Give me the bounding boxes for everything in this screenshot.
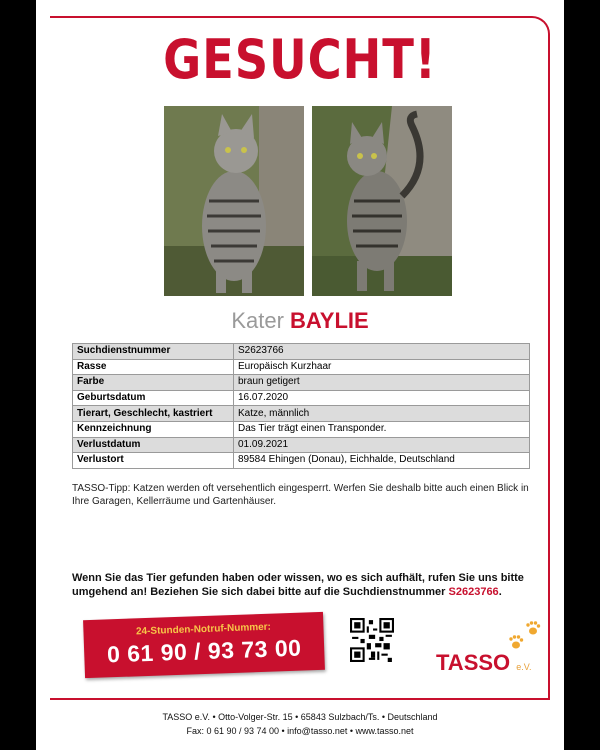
cat-photo-2 <box>312 106 452 296</box>
detail-key: Rasse <box>73 359 234 375</box>
cat-photo-icon <box>312 106 452 296</box>
hotline-number: 0 61 90 / 93 73 00 <box>106 634 302 668</box>
detail-value: 16.07.2020 <box>234 390 530 406</box>
footer <box>36 710 564 738</box>
appeal-text <box>72 571 542 599</box>
table-row <box>73 375 530 391</box>
details-table <box>72 343 530 469</box>
qr-code-icon <box>350 618 394 662</box>
detail-key: Geburtsdatum <box>73 390 234 406</box>
table-row <box>73 421 530 437</box>
detail-key: Verlustdatum <box>73 437 234 453</box>
hotline-label: 24-Stunden-Notruf-Nummer: <box>135 621 272 638</box>
detail-value: S2623766 <box>234 344 530 360</box>
detail-value: Europäisch Kurzhaar <box>234 359 530 375</box>
cat-name: BAYLIE <box>290 308 369 333</box>
appeal-end: . <box>498 586 502 598</box>
tasso-tip: TASSO-Tipp: Katzen werden oft versehentlich eingesperrt. Werfen Sie deshalb bitte auch einen Blick in Ihre Garagen, Kellerräume und Gartenhäuser. <box>72 483 529 507</box>
detail-value: 01.09.2021 <box>234 437 530 453</box>
poster-title: GESUCHT! <box>163 28 437 91</box>
table-row <box>73 390 530 406</box>
cat-photo-1 <box>164 106 304 296</box>
cat-name-heading <box>36 308 564 334</box>
poster <box>36 0 564 750</box>
detail-key: Farbe <box>73 375 234 391</box>
table-row <box>73 453 530 469</box>
logo-ev: e.V. <box>516 662 532 672</box>
footer-address: TASSO e.V. • Otto-Volger-Str. 15 • 65843 Sulzbach/Ts. • Deutschland <box>162 712 438 722</box>
footer-contact: Fax: 0 61 90 / 93 74 00 • info@tasso.net • www.tasso.net <box>186 726 414 736</box>
detail-key: Kennzeichnung <box>73 421 234 437</box>
detail-value: Katze, männlich <box>234 406 530 422</box>
table-row <box>73 406 530 422</box>
tasso-logo <box>436 650 531 676</box>
cat-prefix: Kater <box>231 308 284 333</box>
detail-value: braun getigert <box>234 375 530 391</box>
detail-value: Das Tier trägt einen Transponder. <box>234 421 530 437</box>
appeal-main: Wenn Sie das Tier gefunden haben oder wissen, wo es sich aufhält, rufen Sie uns bitte umgehend an! Beziehen Sie sich dabei bitte auf die Suchdienstnummer <box>72 572 524 598</box>
table-row <box>73 344 530 360</box>
table-row <box>73 359 530 375</box>
appeal-number: S2623766 <box>448 586 499 598</box>
cat-photo-icon <box>164 106 304 296</box>
detail-value: 89584 Ehingen (Donau), Eichhalde, Deutschland <box>234 453 530 469</box>
logo-text: TASSO <box>436 650 511 675</box>
hotline-banner <box>83 612 325 678</box>
table-row <box>73 437 530 453</box>
detail-key: Verlustort <box>73 453 234 469</box>
detail-key: Tierart, Geschlecht, kastriert <box>73 406 234 422</box>
detail-key: Suchdienstnummer <box>73 344 234 360</box>
